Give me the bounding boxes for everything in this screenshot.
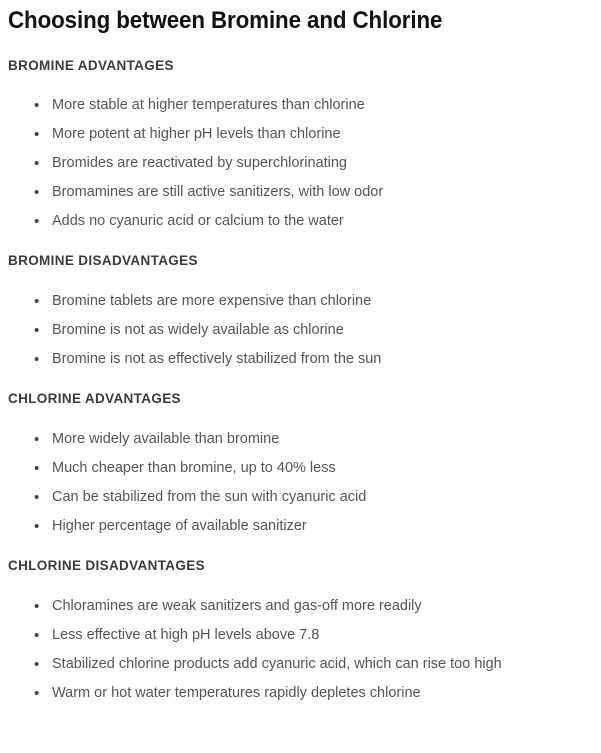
list-item-label: Bromine tablets are more expensive than chlorine <box>52 293 372 309</box>
article-sections <box>0 57 601 708</box>
list-item <box>0 621 601 650</box>
list-item <box>0 650 601 679</box>
list-item <box>0 592 601 621</box>
list-item-label: Chloramines are weak sanitizers and gas-off more readily <box>52 598 422 614</box>
bullet-point-icon: • <box>34 656 40 673</box>
bullet-list <box>0 592 601 708</box>
list-item-label: Bromides are reactivated by superchlorinating <box>52 155 347 171</box>
list-item-label: Bromine is not as effectively stabilized from the sun <box>52 351 382 367</box>
section-chlorine-disadvantages <box>0 557 601 708</box>
list-item-label: Stabilized chlorine products add cyanuric acid, which can rise too high <box>52 656 502 672</box>
list-item-label: Bromine is not as widely available as chlorine <box>52 322 344 338</box>
list-item-label: More potent at higher pH levels than chlorine <box>52 126 341 142</box>
bullet-point-icon: • <box>34 322 40 339</box>
page-title: Choosing between Bromine and Chlorine <box>8 7 443 34</box>
list-item <box>0 120 601 149</box>
bullet-point-icon: • <box>34 126 40 143</box>
section-heading: BROMINE DISADVANTAGES <box>8 253 198 268</box>
list-item-label: Less effective at high pH levels above 7.8 <box>52 627 320 643</box>
list-item-label: More stable at higher temperatures than chlorine <box>52 97 365 113</box>
bullet-point-icon: • <box>34 685 40 702</box>
list-item <box>0 149 601 178</box>
bullet-point-icon: • <box>34 598 40 615</box>
bullet-point-icon: • <box>34 460 40 477</box>
section-heading: BROMINE ADVANTAGES <box>8 58 174 73</box>
list-item <box>0 512 601 541</box>
bullet-point-icon: • <box>34 293 40 310</box>
section-bromine-advantages <box>0 57 601 236</box>
list-item <box>0 316 601 345</box>
bullet-list <box>0 287 601 374</box>
bullet-point-icon: • <box>34 489 40 506</box>
section-bromine-disadvantages <box>0 252 601 374</box>
bullet-point-icon: • <box>34 518 40 535</box>
section-heading: CHLORINE ADVANTAGES <box>8 391 181 406</box>
list-item <box>0 345 601 374</box>
list-item <box>0 207 601 236</box>
list-item <box>0 679 601 708</box>
bullet-point-icon: • <box>34 97 40 114</box>
list-item-label: Much cheaper than bromine, up to 40% less <box>52 460 336 476</box>
section-heading: CHLORINE DISADVANTAGES <box>8 558 205 573</box>
list-item-label: Higher percentage of available sanitizer <box>52 518 307 534</box>
list-item <box>0 425 601 454</box>
bullet-point-icon: • <box>34 213 40 230</box>
list-item <box>0 91 601 120</box>
list-item-label: Can be stabilized from the sun with cyanuric acid <box>52 489 367 505</box>
bullet-point-icon: • <box>34 351 40 368</box>
bullet-point-icon: • <box>34 184 40 201</box>
bullet-point-icon: • <box>34 627 40 644</box>
list-item-label: Adds no cyanuric acid or calcium to the water <box>52 213 344 229</box>
list-item <box>0 454 601 483</box>
list-item-label: Warm or hot water temperatures rapidly depletes chlorine <box>52 685 421 701</box>
bullet-point-icon: • <box>34 155 40 172</box>
list-item-label: Bromamines are still active sanitizers, with low odor <box>52 184 384 200</box>
bullet-point-icon: • <box>34 431 40 448</box>
section-chlorine-advantages <box>0 390 601 541</box>
list-item <box>0 287 601 316</box>
list-item-label: More widely available than bromine <box>52 431 280 447</box>
bullet-list <box>0 91 601 236</box>
bullet-list <box>0 425 601 541</box>
list-item <box>0 178 601 207</box>
list-item <box>0 483 601 512</box>
